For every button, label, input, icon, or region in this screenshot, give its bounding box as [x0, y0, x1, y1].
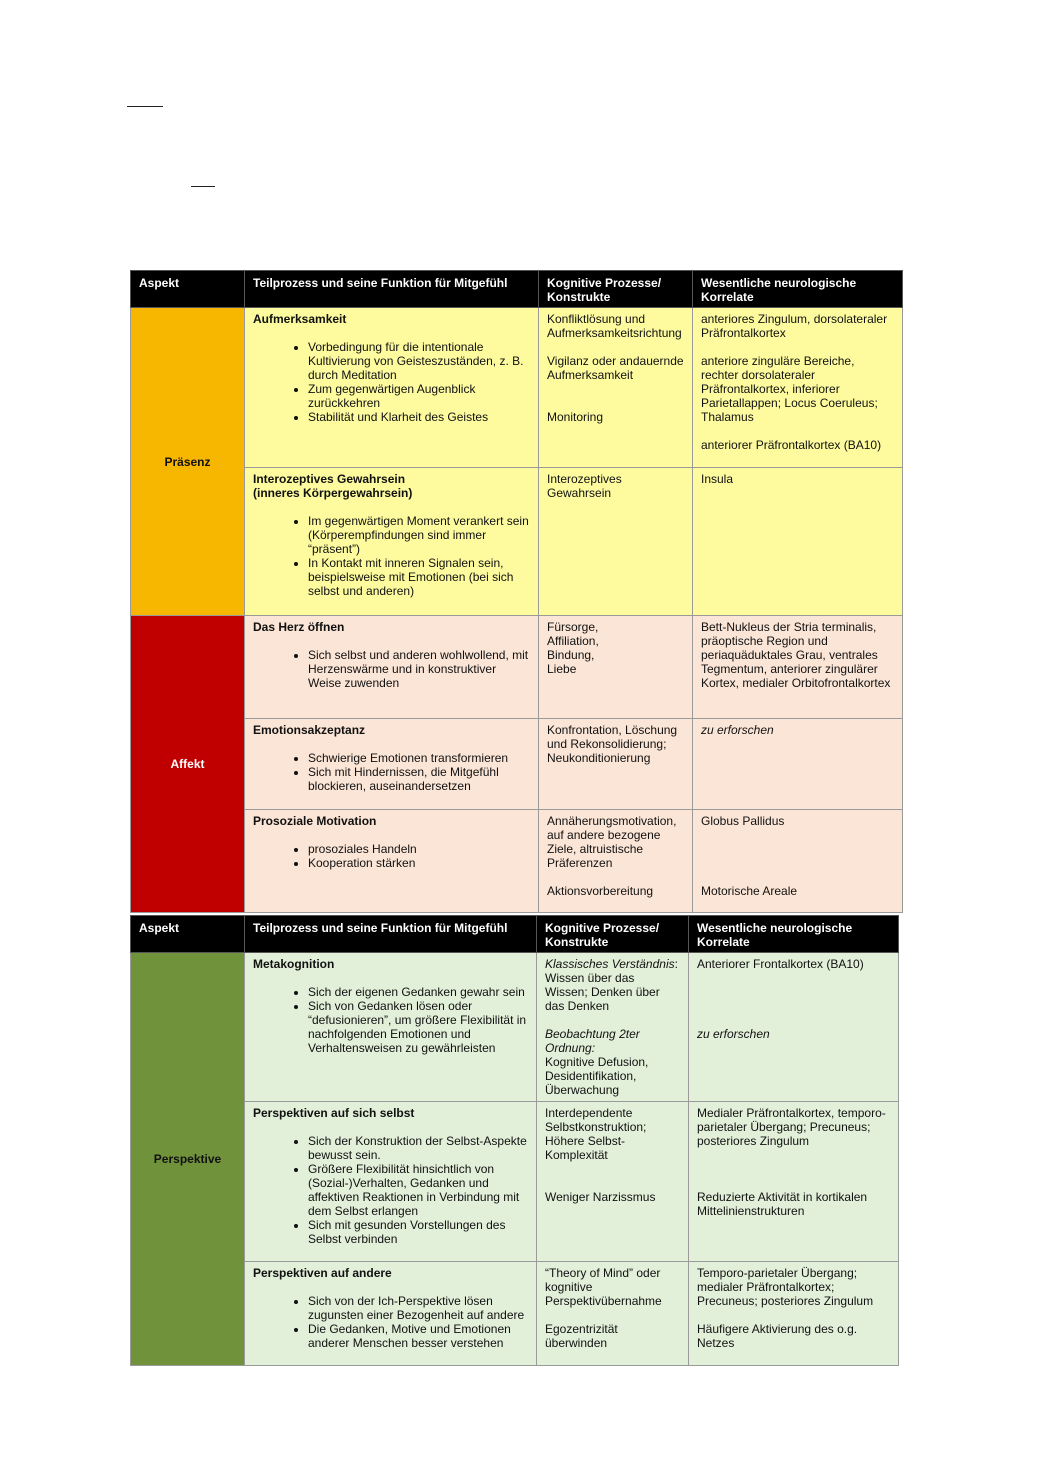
- text-beobachtung: Kognitive Defusion, Desidentifikation, Überwachung: [545, 1055, 649, 1097]
- cell-text: Affiliation,: [547, 634, 599, 648]
- cell-text: Konfliktlösung und Aufmerksamkeitsrichtung: [547, 312, 682, 340]
- text-klassisch: : Wissen über das Wissen; Denken über das Denken: [545, 957, 678, 1013]
- cell-kognitiv: [537, 1262, 689, 1366]
- table-row: [131, 308, 903, 468]
- header-teilprozess: Teilprozess und seine Funktion für Mitgefühl: [245, 916, 537, 953]
- cell-text: Fürsorge,: [547, 620, 599, 634]
- cell-text: Temporo-parietaler Übergang; medialer Präfrontalkortex; Precuneus; posteriores Zingulum: [697, 1266, 874, 1308]
- list-item: • In Kontakt mit inneren Signalen sein, beispielsweise mit Emotionen (bei sich selbst und anderen): [308, 556, 530, 598]
- cell-teilprozess: [245, 810, 539, 913]
- list-item: • Vorbedingung für die intentionale Kultivierung von Geisteszuständen, z. B. durch Meditation: [308, 340, 530, 382]
- list-item: • Kooperation stärken: [308, 856, 530, 870]
- cell-text: anteriores Zingulum, dorsolateraler Präfrontalkortex: [701, 312, 888, 340]
- cell-text: Vigilanz oder andauernde Aufmerksamkeit: [547, 354, 684, 382]
- header-neuro: Wesentliche neurologische Korrelate: [693, 271, 903, 308]
- table-row: [131, 810, 903, 913]
- cell-kognitiv: [539, 308, 693, 468]
- row-subtitle: (inneres Körpergewahrsein): [253, 486, 413, 500]
- cell-text: anteriore zinguläre Bereiche, rechter dorsolateraler Präfrontalkortex, inferiorer Parietallappen; Locus Coeruleus; Thalamus: [701, 354, 878, 424]
- cell-text: “Theory of Mind” oder kognitive Perspektivübernahme: [545, 1266, 662, 1308]
- table-header-row: [131, 916, 899, 953]
- list-item: • Sich von Gedanken lösen oder “defusionieren”, um größere Flexibilität in nachfolgenden Emotionen und Verhaltensweisen zu gewährleisten: [308, 999, 528, 1055]
- row-title: Perspektiven auf andere: [253, 1266, 392, 1280]
- list-item: • Stabilität und Klarheit des Geistes: [308, 410, 530, 424]
- table-row: [131, 1262, 899, 1366]
- cell-teilprozess: [245, 1102, 537, 1262]
- cell-kognitiv: [539, 810, 693, 913]
- table-row: [131, 953, 899, 1102]
- cell-text: Monitoring: [547, 410, 604, 424]
- cell-neuro: [689, 1102, 899, 1262]
- cell-text: Motorische Areale: [701, 884, 798, 898]
- cell-neuro: zu erforschen: [693, 719, 903, 810]
- cell-teilprozess: [245, 308, 539, 468]
- cell-neuro: Insula: [693, 468, 903, 616]
- cell-kognitiv: [539, 616, 693, 719]
- cell-kognitiv: Konfrontation, Löschung und Rekonsolidierung; Neukonditionierung: [539, 719, 693, 810]
- cell-text: Weniger Narzissmus: [545, 1190, 656, 1204]
- list-item: • Sich von der Ich-Perspektive lösen zugunsten einer Bezogenheit auf andere: [308, 1294, 528, 1322]
- label-klassisch: Klassisches Verständnis: [545, 957, 675, 971]
- row-title: Metakognition: [253, 957, 335, 971]
- cell-text: Interdependente Selbstkonstruktion; Höhere Selbst-Komplexität: [545, 1106, 647, 1162]
- header-teilprozess: Teilprozess und seine Funktion für Mitgefühl: [245, 271, 539, 308]
- cell-kognitiv: [537, 1102, 689, 1262]
- list-item: • Sich selbst und anderen wohlwollend, mit Herzenswärme und in konstruktiver Weise zuwenden: [308, 648, 530, 690]
- cell-text: Annäherungsmotivation, auf andere bezogene Ziele, altruistische Präferenzen: [547, 814, 677, 870]
- header-kognitiv: Kognitive Prozesse/ Konstrukte: [539, 271, 693, 308]
- table-perspektive: [130, 915, 899, 1366]
- list-item: • Größere Flexibilität hinsichtlich von (Sozial-)Verhalten, Gedanken und affektiven Reaktionen in Verbindung mit dem Selbst erlangen: [308, 1162, 528, 1218]
- cell-teilprozess: [245, 719, 539, 810]
- table-row: [131, 468, 903, 616]
- list-item: • Sich mit gesunden Vorstellungen des Selbst verbinden: [308, 1218, 528, 1246]
- cell-neuro: [693, 308, 903, 468]
- list-item: • prosoziales Handeln: [308, 842, 530, 856]
- cell-text: Globus Pallidus: [701, 814, 785, 828]
- cell-text: Häufigere Aktivierung des o.g. Netzes: [697, 1322, 858, 1350]
- row-title: Das Herz öffnen: [253, 620, 345, 634]
- cell-teilprozess: [245, 468, 539, 616]
- header-aspekt: Aspekt: [131, 916, 245, 953]
- cell-teilprozess: [245, 616, 539, 719]
- table-praesenz-affekt: [130, 270, 903, 913]
- table-row: [131, 719, 903, 810]
- row-title: Aufmerksamkeit: [253, 312, 347, 326]
- aspect-perspektive: Perspektive: [131, 953, 245, 1366]
- aspect-praesenz: Präsenz: [131, 308, 245, 616]
- row-title: Perspektiven auf sich selbst: [253, 1106, 415, 1120]
- cell-kognitiv: Interozeptives Gewahrsein: [539, 468, 693, 616]
- list-item: • Sich mit Hindernissen, die Mitgefühl blockieren, auseinandersetzen: [308, 765, 530, 793]
- row-title: Emotionsakzeptanz: [253, 723, 366, 737]
- header-neuro: Wesentliche neurologische Korrelate: [689, 916, 899, 953]
- aspect-affekt: Affekt: [131, 616, 245, 913]
- cell-text: [545, 957, 680, 1013]
- cell-text: Medialer Präfrontalkortex, temporo-parietaler Übergang; Precuneus; posteriores Zingulum: [697, 1106, 886, 1148]
- cell-kognitiv: [537, 953, 689, 1102]
- header-aspekt: Aspekt: [131, 271, 245, 308]
- header-kognitiv: Kognitive Prozesse/ Konstrukte: [537, 916, 689, 953]
- header-rule-2: [191, 186, 215, 187]
- cell-neuro: Bett-Nukleus der Stria terminalis, präoptische Region und periaquäduktales Grau, ventrales Tegmentum, anteriorer zingulärer Kortex, medialer Orbitofrontalkortex: [693, 616, 903, 719]
- cell-neuro: [689, 1262, 899, 1366]
- cell-text: Egozentrizität überwinden: [545, 1322, 618, 1350]
- list-item: • Im gegenwärtigen Moment verankert sein (Körperempfindungen sind immer “präsent”): [308, 514, 530, 556]
- row-title: Prosoziale Motivation: [253, 814, 377, 828]
- cell-text: Anteriorer Frontalkortex (BA10): [697, 957, 864, 971]
- cell-text: Aktionsvorbereitung: [547, 884, 654, 898]
- cell-teilprozess: [245, 1262, 537, 1366]
- cell-neuro: [693, 810, 903, 913]
- cell-neuro: [689, 953, 899, 1102]
- list-item: • Sich der Konstruktion der Selbst-Aspekte bewusst sein.: [308, 1134, 528, 1162]
- cell-text: Reduzierte Aktivität in kortikalen Mittelinienstrukturen: [697, 1190, 868, 1218]
- list-item: • Zum gegenwärtigen Augenblick zurückkehren: [308, 382, 530, 410]
- cell-text: anteriorer Präfrontalkortex (BA10): [701, 438, 882, 452]
- cell-teilprozess: [245, 953, 537, 1102]
- table-row: [131, 1102, 899, 1262]
- list-item: • Sich der eigenen Gedanken gewahr sein: [308, 985, 528, 999]
- table-header-row: [131, 271, 903, 308]
- row-title: Interozeptives Gewahrsein: [253, 472, 406, 486]
- table-row: [131, 616, 903, 719]
- label-beobachtung: Beobachtung 2ter Ordnung:: [545, 1027, 640, 1055]
- list-item: • Schwierige Emotionen transformieren: [308, 751, 530, 765]
- header-rule-1: [127, 106, 163, 107]
- cell-text: zu erforschen: [697, 1027, 770, 1041]
- cell-text: Liebe: [547, 662, 577, 676]
- list-item: • Die Gedanken, Motive und Emotionen anderer Menschen besser verstehen: [308, 1322, 528, 1350]
- cell-text: Bindung,: [547, 648, 595, 662]
